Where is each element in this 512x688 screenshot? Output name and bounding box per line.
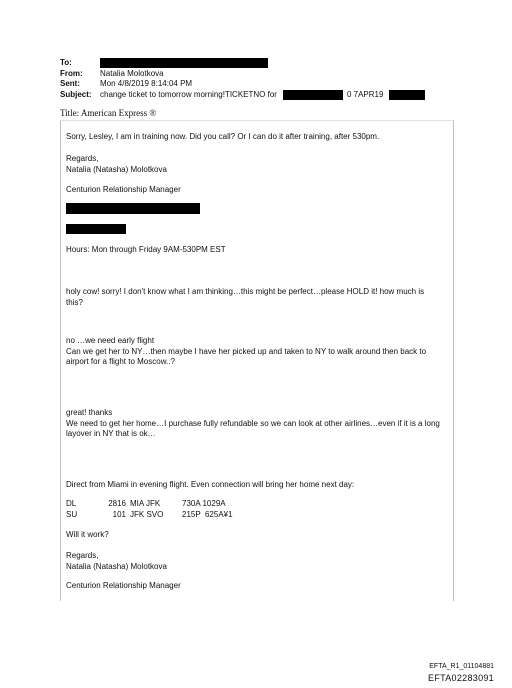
redaction-bar — [389, 90, 425, 100]
bates-number-r1: EFTA_R1_01104881 — [429, 663, 494, 670]
signature-block-1 — [66, 154, 442, 175]
thanks-line: great! thanks — [66, 408, 113, 417]
office-hours: Hours: Mon through Friday 9AM-530PM EST — [66, 245, 226, 254]
from-row — [60, 69, 425, 80]
flight-carrier: DL — [66, 499, 77, 508]
paragraph-early-flight — [66, 336, 442, 368]
early-flight-line: no …we need early flight — [66, 336, 155, 345]
bates-number: EFTA02283091 — [428, 673, 494, 683]
email-header — [60, 58, 425, 100]
redaction-bar — [100, 58, 268, 68]
question-line: Will it work? — [66, 530, 109, 539]
flight-row — [66, 510, 442, 521]
flight-route: MIA JFK — [130, 499, 161, 508]
document-title: Title: American Express ® — [60, 108, 157, 118]
flight-carrier: SU — [66, 509, 78, 519]
redaction-bar — [66, 203, 200, 214]
redaction-bar — [66, 224, 126, 234]
flight-itinerary — [66, 499, 442, 520]
subject-mid: 0 7APR19 — [346, 89, 384, 99]
to-label: To: — [60, 58, 72, 67]
paragraph-direct-flight: Direct from Miami in evening flight. Even connection will bring her home next day: — [66, 480, 355, 489]
subject-prefix: change ticket to tomorrow morning!TICKETNO for — [100, 89, 277, 99]
flight-times: 215P 625A¥1 — [182, 509, 233, 519]
from-value: Natalia Molotkova — [100, 68, 164, 78]
paragraph-refundable — [66, 408, 442, 440]
flight-number: 2816 — [108, 499, 126, 508]
flight-times: 730A 1029A — [182, 499, 226, 508]
regards-text: Regards, — [66, 551, 99, 560]
signature-role: Centurion Relationship Manager — [66, 581, 181, 590]
sent-value: Mon 4/8/2019 8:14:04 PM — [100, 79, 193, 88]
flight-row — [66, 499, 442, 510]
signature-role: Centurion Relationship Manager — [66, 185, 181, 194]
subject-row — [60, 90, 425, 101]
paragraph-hold: holy cow! sorry! I don't know what I am thinking…this might be perfect…please HOLD it! how much is this? — [66, 287, 425, 307]
signature-name: Natalia (Natasha) Molotkova — [66, 164, 167, 174]
to-row — [60, 58, 425, 69]
subject-label: Subject: — [60, 89, 92, 99]
sent-row — [60, 79, 425, 90]
ny-question-line: Can we get her to NY…then maybe I have her picked up and taken to NY to walk around then back to airport for a flight to Moscow..? — [66, 346, 427, 366]
signature-block-2 — [66, 551, 442, 572]
flight-route: JFK SVO — [130, 509, 164, 519]
redaction-bar — [283, 90, 343, 100]
sent-label: Sent: — [60, 79, 80, 88]
signature-name: Natalia (Natasha) Molotkova — [66, 561, 167, 571]
flight-number: 101 — [112, 509, 126, 519]
regards-text: Regards, — [66, 154, 99, 163]
from-label: From: — [60, 68, 83, 78]
refundable-line: We need to get her home…I purchase fully refundable so we can look at other airlines…even if it is a long layover in NY that is ok… — [66, 418, 440, 438]
paragraph-apology: Sorry, Lesley, I am in training now. Did you call? Or I can do it after training, after 530pm. — [66, 132, 380, 141]
